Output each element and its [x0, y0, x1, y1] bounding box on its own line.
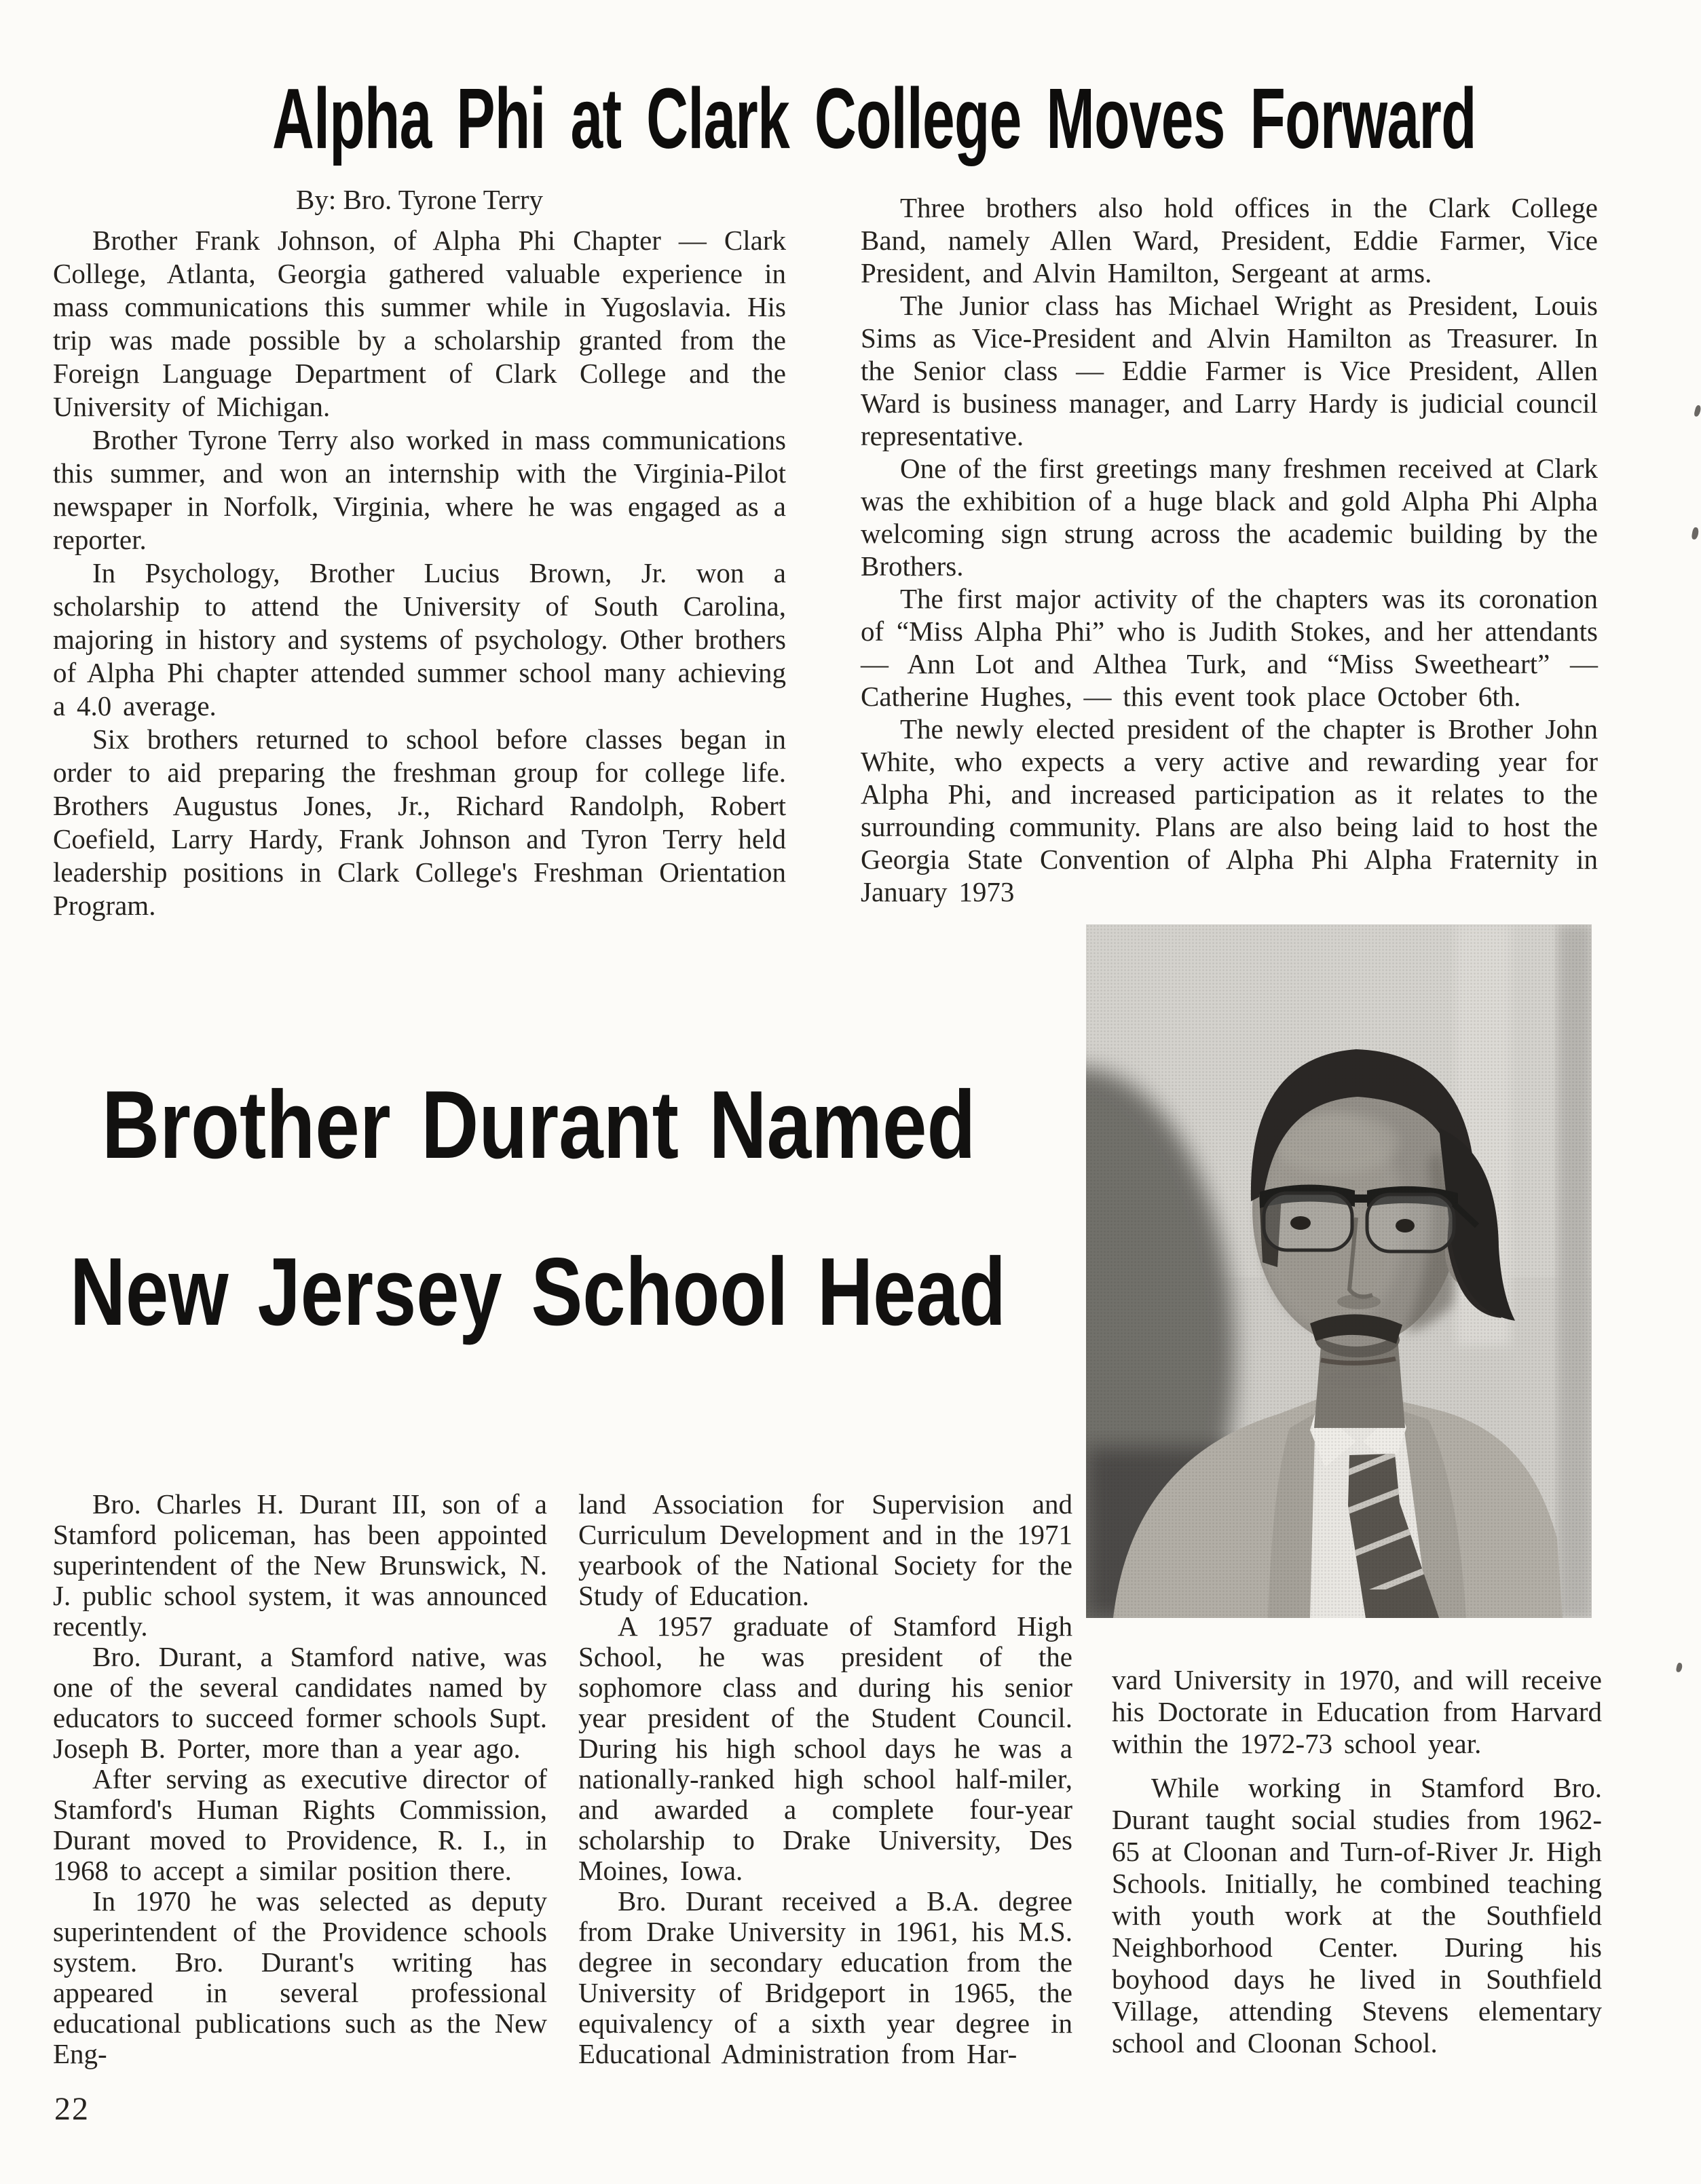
paragraph: Bro. Durant received a B.A. degree from Drake University in 1961, his M.S. degree in secondary education from the University of Bridgeport in 1965, the equivalency of a sixth year degree in Educational Administration from Har-: [578, 1885, 1072, 2069]
paragraph: In Psychology, Brother Lucius Brown, Jr. won a scholarship to attend the University of South Carolina, majoring in history and systems of psychology. Other brothers of Alpha Phi chapter attended summer school many achieving a 4.0 average.: [53, 557, 786, 721]
paragraph: land Association for Supervision and Curriculum Development and in the 1971 yearbook of the National Society for the Study of Education.: [578, 1488, 1072, 1611]
paragraph: Bro. Charles H. Durant III, son of a Stamford policeman, has been appointed superintendent of the New Brunswick, N. J. public school system, it was announced recently.: [53, 1488, 547, 1642]
paragraph: The Junior class has Michael Wright as President, Louis Sims as Vice-President and Alvin Hamilton as Treasurer. In the Senior class — Eddie Farmer is Vice President, Allen Ward is business manager, and Larry Hardy is judicial council representative.: [861, 290, 1598, 451]
portrait-photo: [1086, 924, 1592, 1618]
paragraph: Three brothers also hold offices in the Clark College Band, namely Allen Ward, President, Eddie Farmer, Vice President, and Alvin Hamilton, Sergeant at arms.: [861, 192, 1598, 288]
article1-right-column: [861, 191, 1598, 908]
paragraph: Bro. Durant, a Stamford native, was one of the several candidates named by educators to succeed former schools Supt. Joseph B. Porter, more than a year ago.: [53, 1641, 547, 1764]
paragraph: In 1970 he was selected as deputy superintendent of the Providence schools system. Bro. Durant's writing has appeared in several professional educational publications such as the New Eng-: [53, 1885, 547, 2069]
article1-byline: By: Bro. Tyrone Terry: [296, 184, 543, 215]
article2-headline-line2: New Jersey School Head: [70, 1238, 1006, 1346]
paragraph: Six brothers returned to school before classes began in order to aid preparing the freshman group for college life. Brothers Augustus Jones, Jr., Richard Randolph, Robert Coefield, Larry Hardy, Frank Johnson and Tyron Terry held leadership positions in Clark College's Freshman Orientation Program.: [53, 723, 786, 921]
page-number: 22: [54, 2091, 90, 2127]
scan-artifact-mark: [1676, 1662, 1683, 1672]
scan-artifact-mark: [1691, 527, 1700, 540]
paragraph: After serving as executive director of Stamford's Human Rights Commission, Durant moved to Providence, R. I., in 1968 to accept a similar position there.: [53, 1763, 547, 1886]
article2-column1: [53, 1489, 547, 2069]
paragraph: The newly elected president of the chapter is Brother John White, who expects a very active and rewarding year for Alpha Phi, and increased participation as it relates to the surrounding community. Plans are also being laid to host the Georgia State Convention of Alpha Phi Alpha Fraternity in January 1973: [861, 713, 1598, 907]
scan-artifact-mark: [1694, 404, 1701, 417]
paragraph: vard University in 1970, and will receive his Doctorate in Education from Harvard within the 1972-73 school year.: [1112, 1664, 1602, 1759]
article1-left-column: [53, 224, 786, 922]
article2-column3: [1112, 1664, 1602, 2059]
portrait-illustration: [1086, 924, 1592, 1618]
article1-headline: Alpha Phi at Clark College Moves Forward: [272, 71, 1476, 166]
paragraph: Brother Tyrone Terry also worked in mass communications this summer, and won an internship with the Virginia-Pilot newspaper in Norfolk, Virginia, where he was engaged as a reporter.: [53, 424, 786, 555]
paragraph: While working in Stamford Bro. Durant taught social studies from 1962-65 at Cloonan and Turn-of-River Jr. High Schools. Initially, he combined teaching with youth work at the Southfield Neighborhood Center. During his boyhood days he lived in Southfield Village, attending Stevens elementary school and Cloonan School.: [1112, 1772, 1602, 2058]
paragraph: One of the first greetings many freshmen received at Clark was the exhibition of a huge black and gold Alpha Phi Alpha welcoming sign strung across the academic building by the Brothers.: [861, 453, 1598, 582]
paragraph: A 1957 graduate of Stamford High School, he was president of the sophomore class and during his senior year president of the Student Council. During his high school days he was a nationally-ranked high school half-miler, and awarded a complete four-year scholarship to Drake University, Des Moines, Iowa.: [578, 1611, 1072, 1886]
paragraph: The first major activity of the chapters was its coronation of “Miss Alpha Phi” who is Judith Stokes, and her attendants — Ann Lot and Althea Turk, and “Miss Sweetheart” — Catherine Hughes, — this event took place October 6th.: [861, 583, 1598, 712]
article2-headline-line1: Brother Durant Named: [102, 1071, 976, 1179]
article2-column2: [578, 1489, 1072, 2069]
paragraph: Brother Frank Johnson, of Alpha Phi Chapter — Clark College, Atlanta, Georgia gathered valuable experience in mass communications this summer while in Yugoslavia. His trip was made possible by a scholarship granted from the Foreign Language Department of Clark College and the University of Michigan.: [53, 225, 786, 422]
